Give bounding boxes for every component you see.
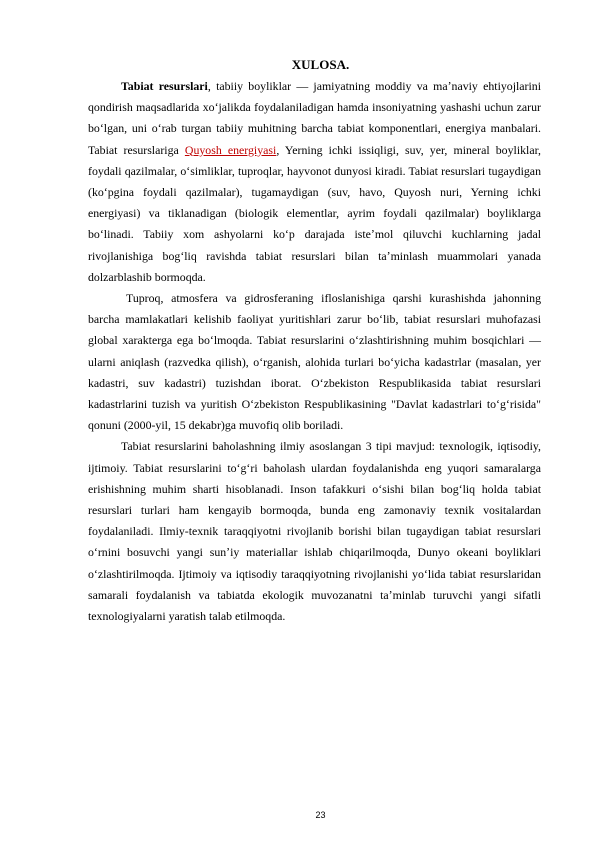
bold-term: Tabiat resurslari bbox=[121, 79, 208, 93]
paragraph-2: Tuproq, atmosfera va gidrosferaning ifloslanishiga qarshi kurashishda jahonning barcha mamlakatlari kelishib faoliyat yuritishlari zarur boʻlib, tabiat resurslari muhofazasi global xarakterga ega boʻlmoqda. Tabiat resurslarini oʻzlashtirishning muhim bosqichlari — ularni aniqlash (razvedka qilish), oʻrganish, alohida turlari boʻyicha kadastrlar (masalan, yer kadastri, suv kadastri) tuzishdan iborat. Oʻzbekiston Respublikasida tabiat resurslari kadastrlarini tuzish va yuritish Oʻzbekiston Respublikasining "Davlat kadastrlari toʻgʻrisida" qonuni (2000-yil, 15 dekabr)ga muvofiq olib boriladi. bbox=[88, 291, 541, 433]
page-title: XULOSA. bbox=[291, 57, 350, 72]
quyosh-energiyasi-link[interactable]: Quyosh energiyasi bbox=[184, 142, 277, 157]
paragraph-3: Tabiat resurslarini baholashning ilmiy asoslangan 3 tipi mavjud: texnologik, iqtisodiy, ijtimoiy. Tabiat resurslarini toʻgʻri baholash ulardan foydalanishda eng yuqori samaralarga erishishning muhim sharti hisoblanadi. Inson tafakkuri oʻsishi bilan bogʻliq holda tabiat resurslari turlari ham kengayib bormoqda, bunda eng zamonaviy texnik vositalardan foydalaniladi. Ilmiy-texnik taraqqiyotni rivojlanib borishi bilan tugaydigan tabiat resurslari oʻrnini bosuvchi yangi sunʼiy materiallar ishlab chiqarilmoqda, Dunyo okeani boyliklari oʻzlashtirilmoqda. Ijtimoiy va iqtisodiy taraqqiyotning rivojlanishi yoʻlida tabiat resurslaridan samarali foydalanish va tabiatda ekologik muvozanatni taʼminlab turuvchi yangi sifatli texnologiyalarni yaratish talab etilmoqda. bbox=[88, 439, 541, 624]
page-number: 23 bbox=[315, 810, 326, 820]
document-body bbox=[88, 76, 541, 627]
paragraph-1 bbox=[88, 76, 541, 288]
paragraph-1-text-b: , Yerning ichki issiqligi, suv, yer, mineral boyliklar, foydali qazilmalar, oʻsimliklar, tuproqlar, hayvonot dunyosi kiradi. Tabiat resurslari tugaydigan (koʻpgina foydali qazilmalar), tugamaydigan (suv, havo, Quyosh nuri, Yerning ichki energiyasi) va tiklanadigan (biologik elementlar, ayrim foydali qazilmalar) boyliklarga boʻlinadi. Tabiiy xom ashyolarni koʻp darajada isteʼmol qiluvchi kuchlarning jadal rivojlanishiga bogʻliq ravishda tabiat resurslari bilan taʼminlash muammolari yanada dolzarblashib bormoqda. bbox=[88, 142, 542, 284]
paragraph-1-text-a: , tabiiy boyliklar — jamiyatning moddiy va maʼnaviy ehtiyojlarini qondirish maqsadlarida xoʻjalikda foydalaniladigan hamda insoniyatning yashashi uchun zarur boʻlgan, uni oʻrab turgan tabiiy muhitning barcha tabiat komponentlari, energiya manbalari. Tabiat resurslariga bbox=[88, 79, 541, 157]
